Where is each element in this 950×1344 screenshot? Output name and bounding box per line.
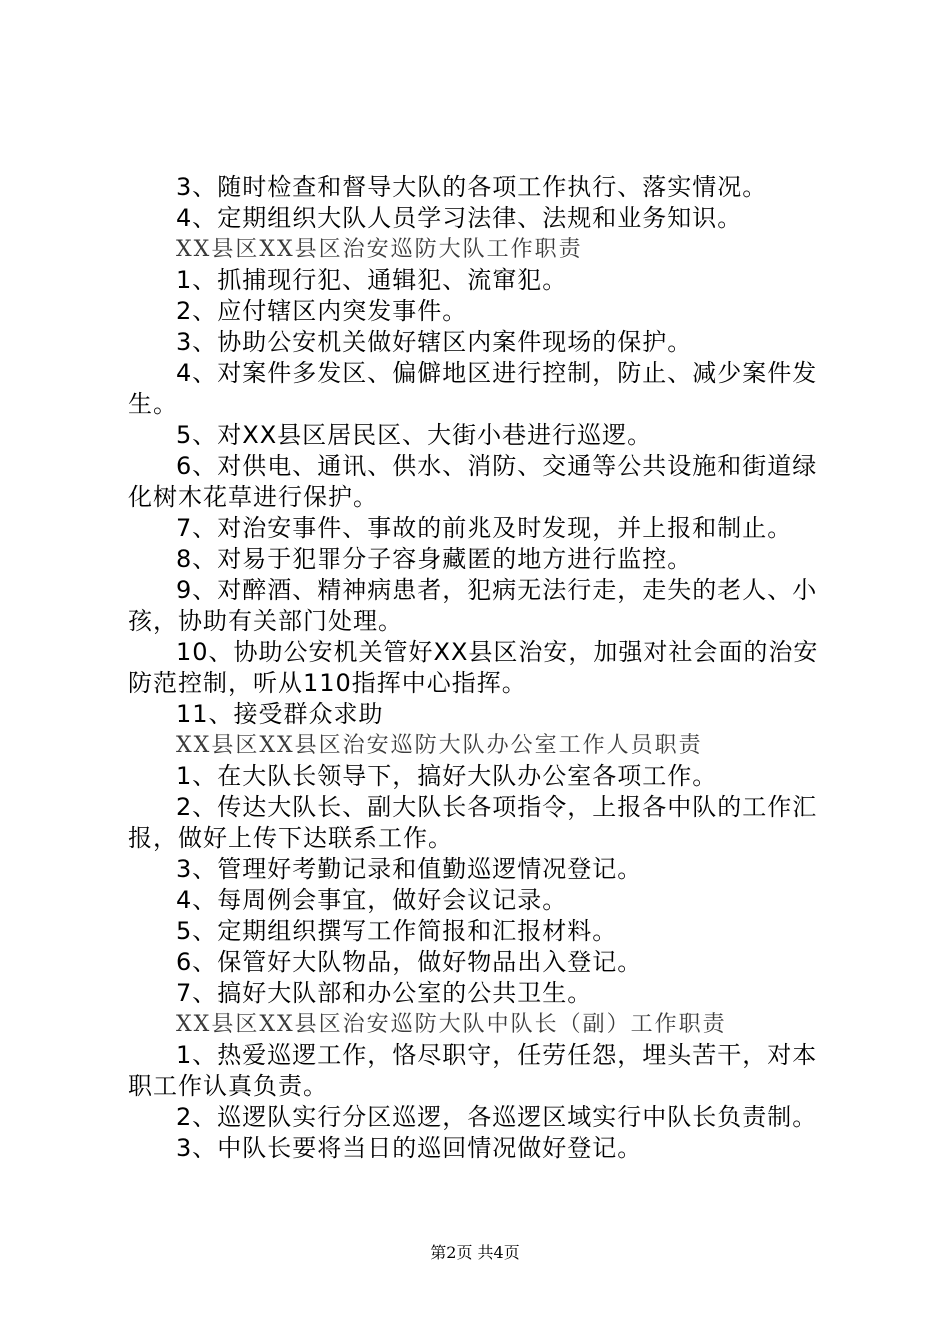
- list-item: 7、搞好大队部和办公室的公共卫生。: [176, 979, 593, 1007]
- section-heading: XX县区XX县区治安巡防大队中队长（副）工作职责: [176, 1012, 727, 1037]
- list-item: 2、巡逻队实行分区巡逻，各巡逻区域实行中队长负责制。: [176, 1103, 818, 1131]
- section-heading: XX县区XX县区治安巡防大队工作职责: [176, 237, 583, 262]
- list-item: 1、抓捕现行犯、通辑犯、流窜犯。: [176, 266, 568, 294]
- list-item: 10、协助公安机关管好XX县区治安，加强对社会面的治安防范控制，听从110指挥中心指挥。: [128, 638, 819, 697]
- list-item: 4、对案件多发区、偏僻地区进行控制，防止、减少案件发生。: [128, 359, 818, 418]
- list-item: 3、管理好考勤记录和值勤巡逻情况登记。: [176, 855, 643, 883]
- list-item: 5、对XX县区居民区、大街小巷进行巡逻。: [176, 421, 653, 449]
- list-item: 2、传达大队长、副大队长各项指令，上报各中队的工作汇报，做好上传下达联系工作。: [128, 793, 818, 852]
- list-item: 5、定期组织撰写工作简报和汇报材料。: [176, 917, 618, 945]
- list-item: 9、对醉酒、精神病患者，犯病无法行走，走失的老人、小孩，协助有关部门处理。: [128, 576, 818, 635]
- list-item: 1、在大队长领导下，搞好大队办公室各项工作。: [176, 762, 718, 790]
- section-heading: XX县区XX县区治安巡防大队办公室工作人员职责: [176, 733, 703, 758]
- list-item: 8、对易于犯罪分子容身藏匿的地方进行监控。: [176, 545, 693, 573]
- list-item: 2、应付辖区内突发事件。: [176, 297, 468, 325]
- list-item: 3、随时检查和督导大队的各项工作执行、落实情况。: [176, 173, 768, 201]
- list-item: 4、每周例会事宜，做好会议记录。: [176, 886, 568, 914]
- list-item: 6、对供电、通讯、供水、消防、交通等公共设施和街道绿化树木花草进行保护。: [128, 452, 818, 511]
- list-item: 7、对治安事件、事故的前兆及时发现，并上报和制止。: [176, 514, 793, 542]
- list-item: 4、定期组织大队人员学习法律、法规和业务知识。: [176, 204, 743, 232]
- page-number: 第2页 共4页: [430, 1243, 520, 1262]
- list-item: 3、协助公安机关做好辖区内案件现场的保护。: [176, 328, 693, 356]
- list-item: 3、中队长要将当日的巡回情况做好登记。: [176, 1134, 643, 1162]
- list-item: 11、接受群众求助: [176, 700, 384, 728]
- document-body: [128, 172, 840, 1164]
- list-item: 6、保管好大队物品，做好物品出入登记。: [176, 948, 643, 976]
- list-item: 1、热爱巡逻工作，恪尽职守，任劳任怨，埋头苦干，对本职工作认真负责。: [128, 1041, 818, 1100]
